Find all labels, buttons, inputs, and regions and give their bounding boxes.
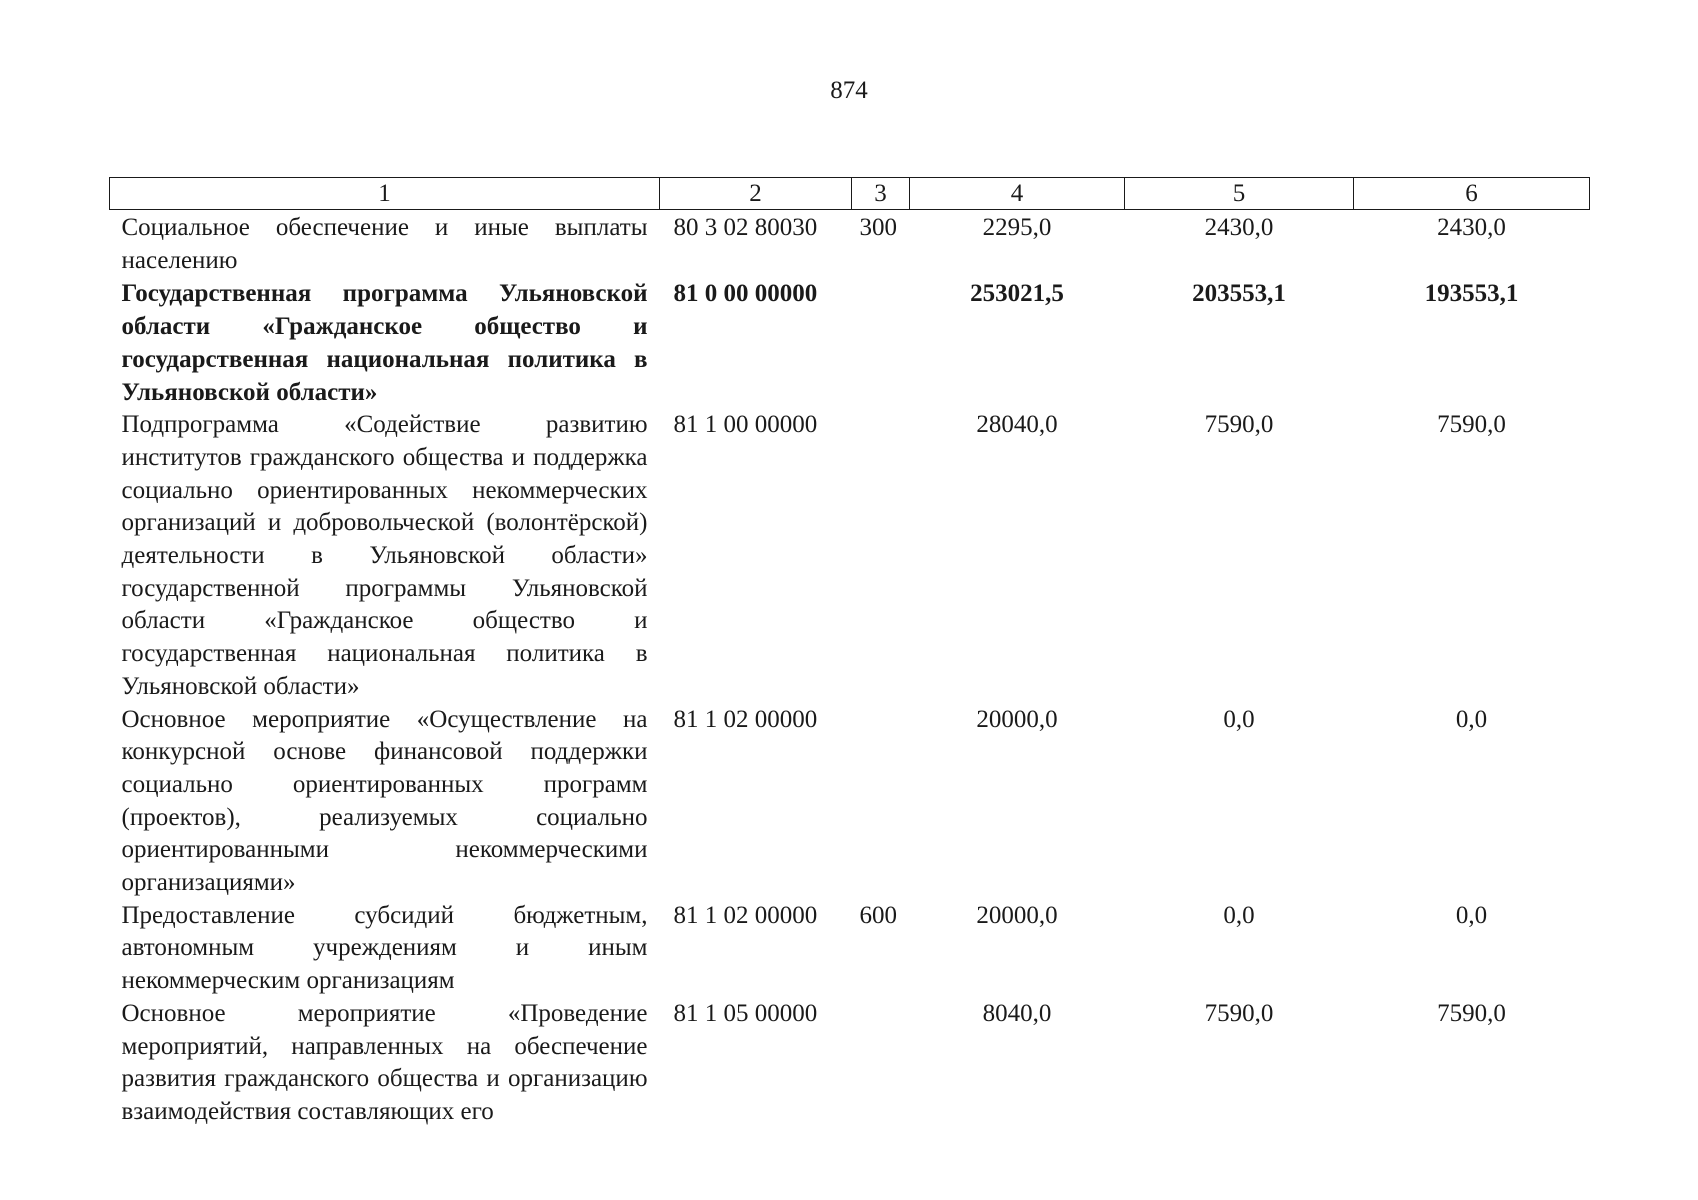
header-cell-2: 2: [660, 178, 852, 210]
row-value-1: 20000,0: [976, 705, 1058, 733]
row-code: 80 3 02 80030: [673, 214, 818, 241]
row-name: Предоставление субсидий бюджетным, автономным учреждениям и иным некоммерческим организациям: [121, 901, 648, 995]
row-code: 81 1 02 00000: [673, 901, 818, 929]
header-cell-6: 6: [1354, 178, 1590, 210]
row-code: 81 0 00 00000: [673, 280, 818, 308]
row-value-2: 0,0: [1223, 705, 1255, 733]
row-value-2: 2430,0: [1204, 214, 1274, 241]
row-value-3: 7590,0: [1437, 999, 1506, 1027]
row-value-1: 28040,0: [976, 411, 1058, 439]
row-value-3: 0,0: [1455, 901, 1488, 929]
row-value-1: 8040,0: [982, 999, 1052, 1027]
row-expense-type: [852, 998, 910, 1129]
row-value-2: 203553,1: [1192, 280, 1286, 308]
budget-table: [109, 177, 1590, 1129]
row-name: Основное мероприятие «Проведение мероприятий, направленных на обеспечение развития гражданского общества и организацию взаимодействия составляющих его: [121, 999, 648, 1125]
row-expense-type: [852, 704, 910, 900]
row-expense-type: 600: [859, 901, 897, 929]
row-name: Государственная программа Ульяновской области «Гражданское общество и государственная национальная политика в Ульяновской области»: [121, 280, 648, 406]
row-name: Социальное обеспечение и иные выплаты населению: [121, 214, 648, 274]
table-row: [110, 704, 1590, 900]
row-value-3: 193553,1: [1424, 280, 1519, 308]
header-cell-3: 3: [852, 178, 910, 210]
row-code: 81 1 00 00000: [673, 411, 818, 439]
header-row: [110, 178, 1590, 210]
row-expense-type: 300: [859, 214, 897, 241]
table-row: [110, 277, 1590, 409]
header-cell-4: 4: [910, 178, 1125, 210]
row-value-2: 0,0: [1223, 901, 1255, 929]
table-row: [110, 998, 1590, 1129]
row-value-3: 0,0: [1455, 705, 1488, 733]
header-cell-1: 1: [110, 178, 660, 210]
row-code: 81 1 05 00000: [673, 999, 818, 1027]
row-value-3: 7590,0: [1437, 411, 1506, 439]
page-number: 874: [830, 77, 868, 104]
row-expense-type: [852, 409, 910, 703]
table-row: [110, 900, 1590, 998]
row-name: Подпрограмма «Содействие развитию институтов гражданского общества и поддержка социально ориентированных некоммерческих организаций и добровольческой (волонтёрской) деятельности в Ульяновской области» государственной программы Ульяновской области «Гражданское общество и государственная национальная политика в Ульяновской области»: [121, 411, 648, 700]
row-value-1: 2295,0: [982, 214, 1052, 241]
header-cell-5: 5: [1125, 178, 1354, 210]
row-value-1: 20000,0: [976, 901, 1058, 929]
row-value-1: 253021,5: [970, 280, 1064, 308]
row-value-2: 7590,0: [1204, 999, 1274, 1027]
row-value-3: 2430,0: [1437, 214, 1506, 241]
row-code: 81 1 02 00000: [673, 705, 818, 733]
table-row: [110, 409, 1590, 703]
row-name: Основное мероприятие «Осуществление на конкурсной основе финансовой поддержки социально ориентированных программ (проектов), реализуемых социально ориентированными некоммерческими организациями»: [121, 705, 648, 897]
table-header: [110, 178, 1590, 210]
table-body: [110, 210, 1590, 1129]
table-row: [110, 210, 1590, 278]
row-expense-type: [852, 277, 910, 409]
row-value-2: 7590,0: [1204, 411, 1274, 439]
